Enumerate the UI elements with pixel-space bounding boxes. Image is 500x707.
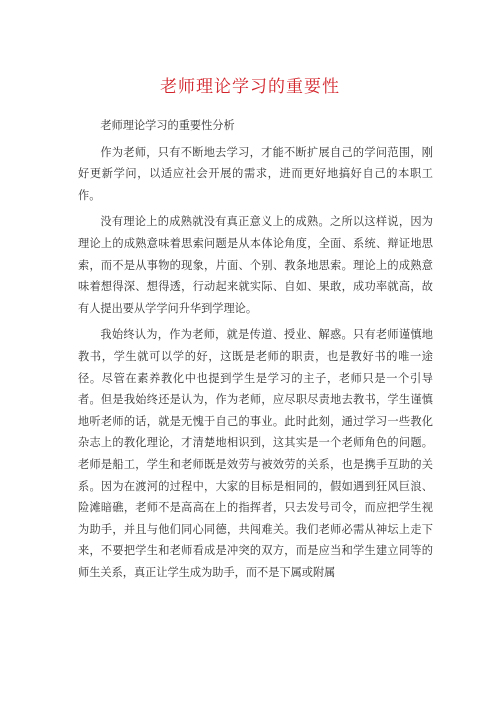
paragraph-1: 作为老师，只有不断地去学习，才能不断扩展自己的学问范围，刚好更新学问，以适应社会开展的需求，进而更好地搞好自己的本职工作。: [78, 145, 433, 202]
document-body: [78, 115, 433, 588]
document-title: 老师理论学习的重要性: [160, 77, 340, 97]
paragraph-3: 我始终认为，作为老师，就是传道、授业、解惑。只有老师谨慎地教书，学生就可以学的好，这既是老师的职责，也是教好书的唯一途径。尽管在素养教化中也提到学生是学习的主子，老师只是一个引导者。但是我始终还是认为，作为老师，应尽职尽责地去教书，学生谨慎地听老师的话，就是无愧于自己的事业。此时此刻，通过学习一些教化杂志上的教化理论，才清楚地相识到，这其实是一个老师角色的问题。老师是船工，学生和老师既是效劳与被效劳的关系，也是携手互助的关系。因为在渡河的过程中，大家的目标是相同的，假如遇到狂风巨浪、险滩暗礁，老师不是高高在上的指挥者，只去发号司令，而应把学生视为助手，并且与他们同心同德，共闯难关。我们老师必需从神坛上走下来，不要把学生和老师看成是冲突的双方，而是应当和学生建立同等的师生关系，真正让学生成为助手，而不是下属或附属: [78, 328, 433, 579]
paragraph-2: 没有理论上的成熟就没有真正意义上的成熟。之所以这样说，因为理论上的成熟意味着思索问题是从本体论角度，全面、系统、辩证地思索，而不是从事物的现象，片面、个别、教条地思索。理论上的成熟意味着想得深、想得透，行动起来就实际、自如、果敢，成功率就高，故有人提出要从学学问升华到学理论。: [78, 215, 433, 315]
document-subtitle: 老师理论学习的重要性分析: [100, 119, 235, 132]
